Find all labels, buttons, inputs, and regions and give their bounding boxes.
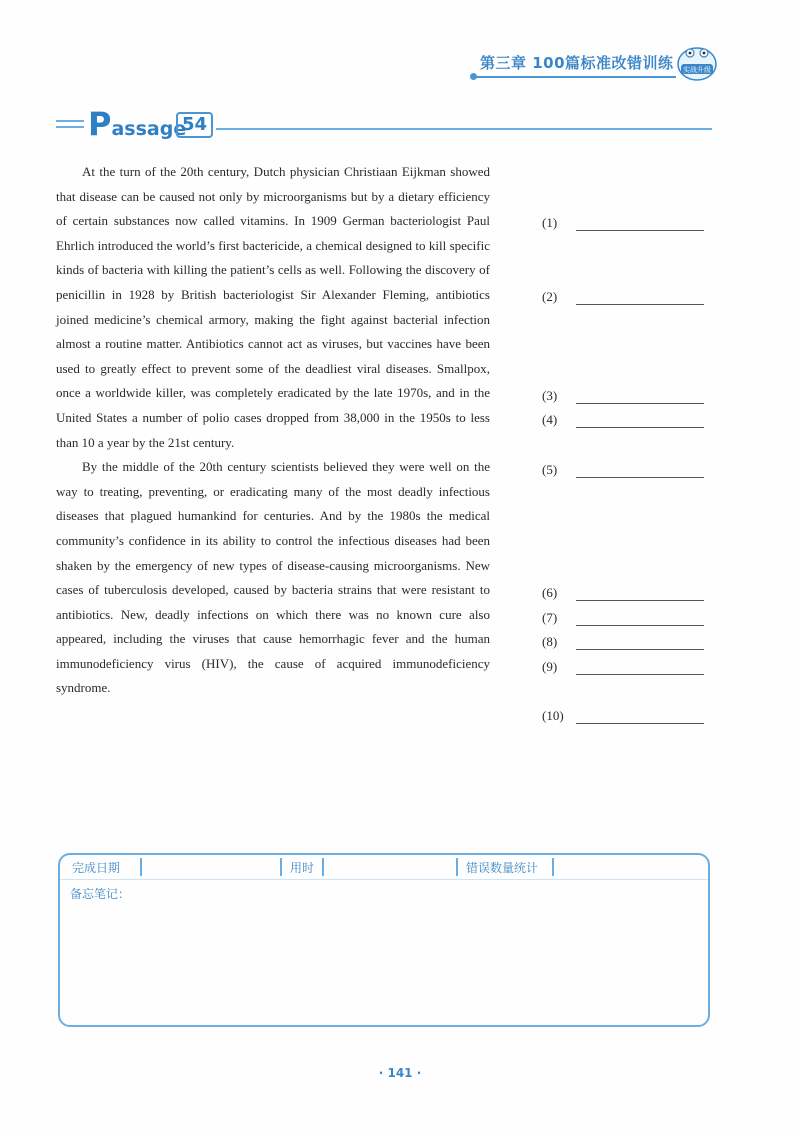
answer-blank-1[interactable] [540, 215, 710, 235]
passage-number: 54 [176, 112, 213, 138]
paragraph-1: At the turn of the 20th century, Dutch physician Christiaan Eijkman showed that disease can be caused not only by microorganisms but by a dietary efficiency of certain substances now called vitamins. In 1909 German bacteriologist Paul Ehrlich introduced the world’s first bactericide, a chemical designed to kill specific kinds of bacteria with killing the patient’s cells as well. Following the discovery of penicillin in 1928 by British bacteriologist Sir Alexander Fleming, antibiotics joined medicine’s chemical armory, making the fight against bacterial infection almost a routine matter. Antibiotics cannot act as viruses, but vaccines have been used to greatly effect to prevent some of the deadliest viral diseases. Smallpox, once a worldwide killer, was completely eradicated by the late 1970s, and in the United States a number of polio cases dropped from 38,000 in the 1950s to less than 10 a year by the 21st century. [56, 164, 490, 450]
blank-number: (5) [542, 462, 558, 477]
blank-line [576, 230, 704, 231]
error-count-label: 错误数量统计 [466, 861, 539, 875]
blank-line [576, 723, 704, 724]
chapter-header [470, 40, 725, 90]
answer-blank-4[interactable] [540, 412, 710, 432]
passage-label [88, 105, 186, 143]
header-underline [474, 76, 676, 78]
blank-line [576, 477, 704, 478]
blank-number: (6) [542, 585, 558, 600]
passage-heading [56, 105, 712, 145]
paragraph-2: By the middle of the 20th century scientists believed they were well on the way to treating, preventing, or eradicating many of the most deadly infectious diseases that plagued humankind for centuries. And by the 1980s the medical community’s confidence in its ability to control the infectious diseases had been shaken by the emergency of new types of disease-causing microorganisms. New cases of tuberculosis developed, caused by bacteria strains that were resistant to antibiotics. New, deadly infections on which there was no known cure also appeared, including the viruses that cause hemorrhagic fever and the human immunodeficiency virus (HIV), the cause of acquired immunodeficiency syndrome. [56, 459, 490, 696]
answer-blank-8[interactable] [540, 634, 710, 654]
answer-blank-5[interactable] [540, 462, 710, 482]
record-box [58, 853, 710, 1027]
blank-number: (3) [542, 388, 558, 403]
separator [140, 858, 142, 876]
separator [456, 858, 458, 876]
separator [552, 858, 554, 876]
page-number: · 141 · [378, 1066, 422, 1080]
chapter-title: 第三章 100篇标准改错训练 [480, 54, 674, 72]
blank-line [576, 649, 704, 650]
time-used-label: 用时 [290, 861, 315, 875]
passage-label-rest: assage [111, 118, 187, 140]
blank-number: (4) [542, 412, 558, 427]
answer-blank-10[interactable] [540, 708, 710, 728]
blank-number: (10) [542, 708, 564, 723]
blank-number: (7) [542, 610, 558, 625]
blank-number: (8) [542, 634, 558, 649]
blank-line [576, 427, 704, 428]
blank-line [576, 625, 704, 626]
blank-line [576, 304, 704, 305]
passage-body [56, 160, 490, 701]
passage-label-initial: P [88, 105, 112, 143]
separator [280, 858, 282, 876]
blank-line [576, 600, 704, 601]
memo-label: 备忘笔记： [70, 887, 131, 901]
blank-line [576, 403, 704, 404]
answer-blank-7[interactable] [540, 610, 710, 630]
blank-number: (1) [542, 215, 558, 230]
blank-line [576, 674, 704, 675]
separator [322, 858, 324, 876]
completion-date-label: 完成日期 [72, 861, 121, 875]
answer-blank-9[interactable] [540, 659, 710, 679]
heading-bars [56, 120, 84, 132]
mascot-text: 实战升级 [683, 66, 711, 74]
mascot-logo-icon [676, 44, 718, 82]
answer-blank-6[interactable] [540, 585, 710, 605]
record-header-row [60, 855, 708, 880]
answer-blank-3[interactable] [540, 388, 710, 408]
answer-blank-2[interactable] [540, 289, 710, 309]
blank-number: (9) [542, 659, 558, 674]
blank-number: (2) [542, 289, 558, 304]
heading-rule [216, 128, 712, 130]
